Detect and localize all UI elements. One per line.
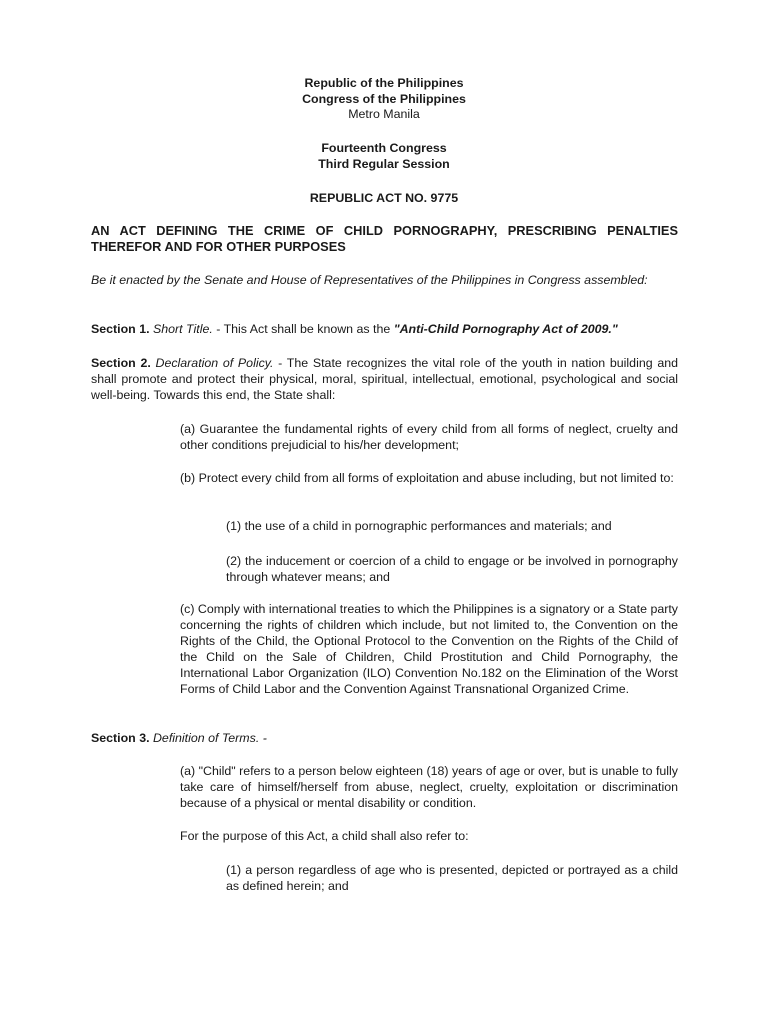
section-1-heading: Short Title. bbox=[152, 322, 213, 336]
section-1-label: Section 1. bbox=[91, 322, 150, 336]
section-2-item-c: (c) Comply with international treaties to which the Philippines is a signatory or a State party concerning the rights of children which include, but not limited to, the Convention on the Rights of the Child, the Optional Protocol to the Convention on the Rights of the Child of the Child on the Sale of Children, Child Prostitution and Child Pornography, the International Labor Organization (ILO) Convention No.182 on the Elimination of the Worst Forms of Child Labor and the Convention Against Transnational Organized Crime. bbox=[180, 602, 678, 696]
section-2-item-b1: (1) the use of a child in pornographic performances and materials; and bbox=[226, 519, 612, 533]
section-3 bbox=[91, 730, 678, 746]
section-3-item-a: (a) "Child" refers to a person below eighteen (18) years of age or over, but is unable to fully take care of himself/herself from abuse, neglect, cruelty, exploitation or discrimination because of a physical or mental disability or condition. bbox=[180, 764, 678, 810]
section-3-heading: Definition of Terms. bbox=[152, 731, 260, 745]
section-2-label: Section 2. bbox=[91, 356, 151, 370]
section-1-short-title: "Anti-Child Pornography Act of 2009." bbox=[393, 322, 618, 336]
section-3-item-a1: (1) a person regardless of age who is presented, depicted or portrayed as a child as defined herein; and bbox=[226, 863, 678, 893]
section-3-dash: - bbox=[259, 731, 267, 745]
header-location: Metro Manila bbox=[348, 107, 420, 121]
section-2-item-b2: (2) the inducement or coercion of a child to engage or be involved in pornography through whatever means; and bbox=[226, 554, 678, 584]
header-congress: Congress of the Philippines bbox=[302, 92, 466, 106]
header-congress-number: Fourteenth Congress bbox=[321, 141, 447, 155]
enacting-clause: Be it enacted by the Senate and House of Representatives of the Philippines in Congress assembled: bbox=[91, 273, 648, 287]
section-1-text: - This Act shall be known as the bbox=[212, 322, 394, 336]
section-2-text: - The State recognizes the vital role of the youth in nation building and shall promote and protect their physical, moral, spiritual, intellectual, emotional, psychological and social well-being. Towards this end, the State shall: bbox=[91, 356, 678, 402]
act-number: REPUBLIC ACT NO. 9775 bbox=[309, 191, 459, 205]
section-2 bbox=[91, 355, 678, 403]
section-2-item-a: (a) Guarantee the fundamental rights of every child from all forms of neglect, cruelty and other conditions prejudicial to his/her development; bbox=[180, 422, 678, 452]
header-session: Third Regular Session bbox=[318, 157, 450, 171]
header-republic: Republic of the Philippines bbox=[304, 76, 464, 90]
section-2-heading: Declaration of Policy. bbox=[155, 356, 274, 370]
section-3-label: Section 3. bbox=[91, 731, 150, 745]
section-3-purpose: For the purpose of this Act, a child shall also refer to: bbox=[180, 829, 469, 843]
section-2-item-b: (b) Protect every child from all forms of exploitation and abuse including, but not limited to: bbox=[180, 471, 674, 485]
act-title: AN ACT DEFINING THE CRIME OF CHILD PORNOGRAPHY, PRESCRIBING PENALTIES THEREFOR AND FOR OTHER PURPOSES bbox=[91, 223, 678, 254]
section-1 bbox=[91, 321, 678, 337]
